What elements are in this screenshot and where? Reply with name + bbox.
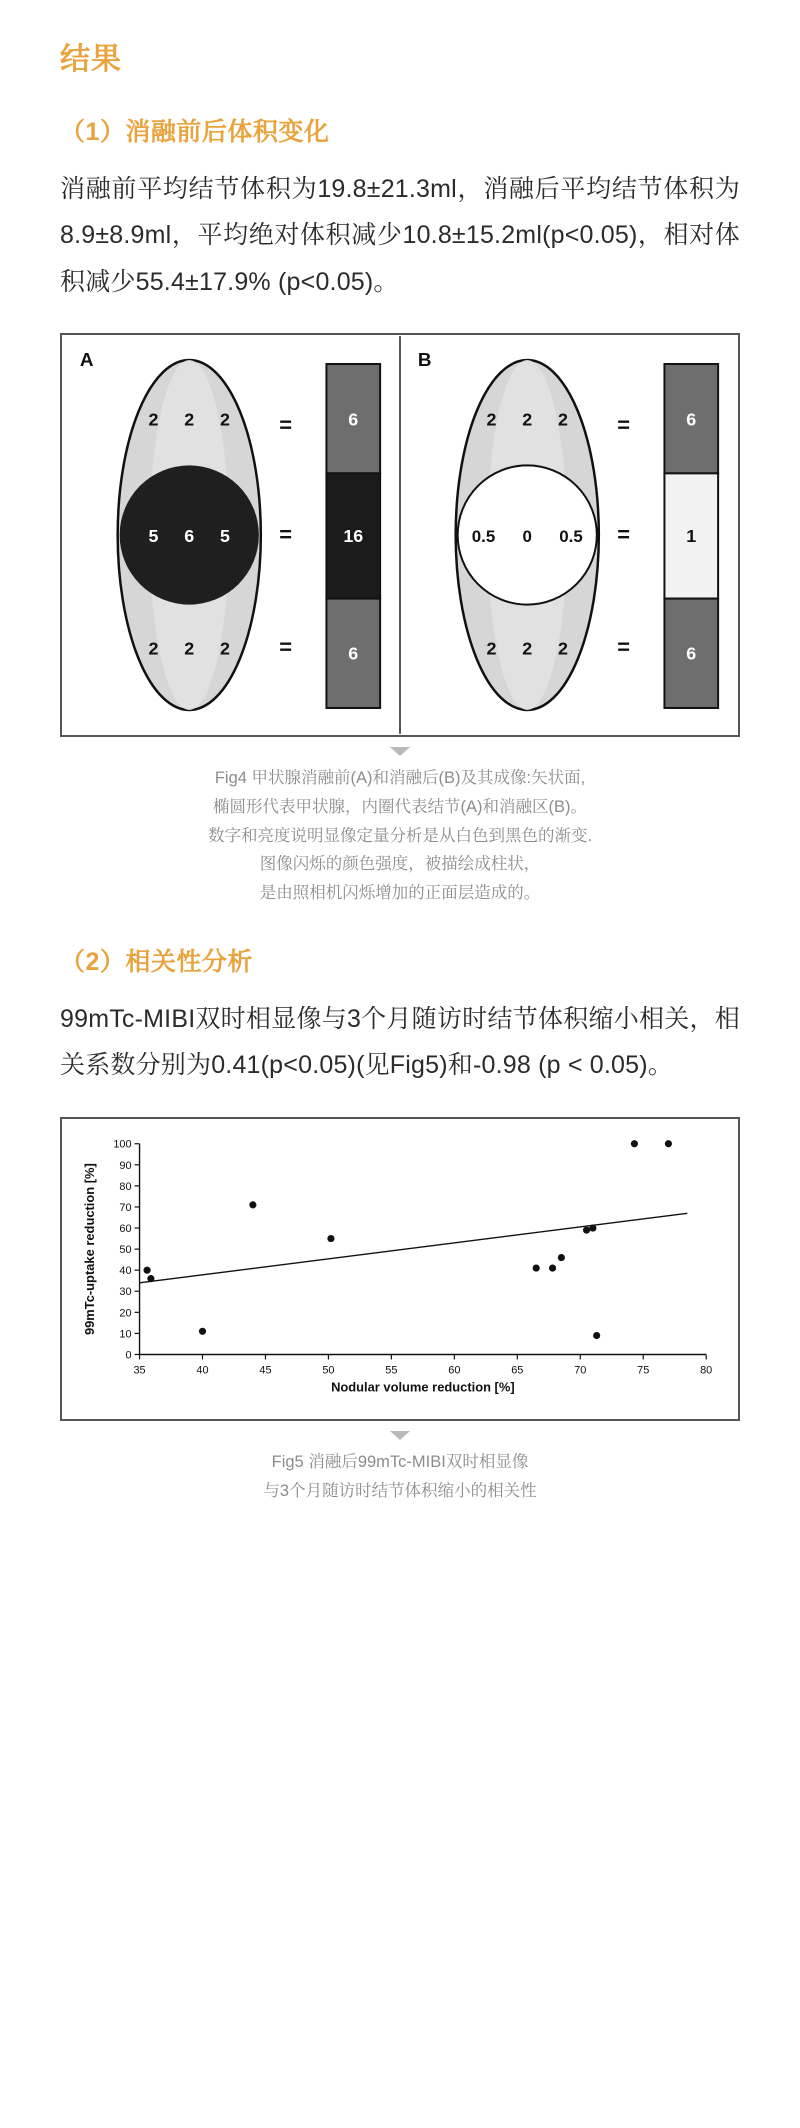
svg-text:=: = — [617, 521, 631, 547]
svg-text:6: 6 — [348, 643, 359, 664]
figure-5-caption-line: 与3个月随访时结节体积缩小的相关性 — [263, 1481, 537, 1500]
figure-5-frame — [60, 1117, 740, 1421]
svg-text:75: 75 — [637, 1364, 650, 1377]
svg-text:=: = — [279, 634, 293, 660]
figure-4-graphic — [62, 335, 738, 735]
svg-text:70: 70 — [574, 1364, 587, 1377]
svg-text:5: 5 — [148, 525, 159, 546]
svg-text:2: 2 — [220, 638, 231, 659]
panel-b-label: B — [417, 349, 432, 371]
svg-text:20: 20 — [119, 1306, 132, 1319]
svg-text:=: = — [617, 634, 631, 660]
svg-text:60: 60 — [448, 1364, 461, 1377]
svg-text:50: 50 — [322, 1364, 335, 1377]
svg-text:2: 2 — [148, 409, 159, 430]
svg-text:1: 1 — [686, 525, 697, 546]
svg-text:0: 0 — [125, 1349, 132, 1362]
svg-text:2: 2 — [148, 638, 159, 659]
svg-text:0.5: 0.5 — [559, 526, 583, 546]
svg-text:6: 6 — [686, 409, 697, 430]
svg-text:10: 10 — [119, 1328, 132, 1341]
svg-text:0: 0 — [522, 526, 532, 546]
panel-a-label: A — [79, 349, 94, 371]
section-heading-1: （1）消融前后体积变化 — [60, 118, 330, 146]
svg-text:80: 80 — [700, 1364, 713, 1377]
svg-text:2: 2 — [184, 638, 195, 659]
figure-4-caption-line: 数字和亮度说明显像定量分析是从白色到黑色的渐变. — [207, 826, 593, 845]
svg-text:2: 2 — [522, 409, 533, 430]
svg-text:99mTc-uptake reduction [%]: 99mTc-uptake reduction [%] — [81, 1162, 97, 1335]
figure-4-caption-line: 是由照相机闪烁增加的正面层造成的。 — [259, 884, 541, 903]
section-paragraph-2: 99mTc-MIBI双时相显像与3个月随访时结节体积缩小相关，相关系数分别为0.41(p<0.05)(见Fig5)和-0.98 (p < 0.05)。 — [60, 1005, 740, 1080]
figure-5-caption-arrow — [390, 1431, 410, 1440]
svg-text:50: 50 — [119, 1243, 132, 1256]
svg-text:2: 2 — [220, 409, 231, 430]
svg-text:=: = — [279, 412, 293, 438]
svg-text:16: 16 — [343, 525, 364, 546]
svg-text:Nodular volume reduction [%]: Nodular volume reduction [%] — [331, 1378, 515, 1394]
svg-text:65: 65 — [511, 1364, 524, 1377]
figure-4-caption-arrow — [390, 747, 410, 756]
figure-5-caption — [60, 1448, 740, 1506]
figure-4-caption-line: Fig4 甲状腺消融前(A)和消融后(B)及其成像:矢状面, — [214, 768, 586, 787]
figure-5-graphic — [62, 1119, 738, 1419]
svg-text:70: 70 — [119, 1201, 132, 1214]
figure-4-caption-line: 椭圆形代表甲状腺，内圈代表结节(A)和消融区(B)。 — [213, 797, 587, 816]
svg-text:2: 2 — [486, 638, 497, 659]
figure-4-caption-line: 图像闪烁的颜色强度，被描绘成柱状， — [259, 855, 541, 874]
svg-text:2: 2 — [558, 409, 569, 430]
svg-text:80: 80 — [119, 1180, 132, 1193]
svg-text:40: 40 — [119, 1264, 132, 1277]
section-paragraph-1: 消融前平均结节体积为19.8±21.3ml，消融后平均结节体积为8.9±8.9ml，平均绝对体积减少10.8±15.2ml(p<0.05)，相对体积减少55.4±17.9% (p<0.05)。 — [60, 175, 740, 296]
svg-text:2: 2 — [522, 638, 533, 659]
section-heading-2: （2）相关性分析 — [60, 948, 253, 977]
figure-4 — [60, 333, 740, 908]
svg-text:2: 2 — [184, 409, 195, 430]
svg-text:2: 2 — [486, 409, 497, 430]
page-title: 结果 — [60, 43, 122, 76]
svg-text:=: = — [279, 521, 293, 547]
svg-text:35: 35 — [133, 1364, 146, 1377]
svg-text:6: 6 — [184, 525, 195, 546]
svg-text:45: 45 — [259, 1364, 272, 1377]
figure-4-caption — [60, 764, 740, 908]
svg-text:6: 6 — [686, 643, 697, 664]
svg-text:100: 100 — [113, 1138, 132, 1151]
svg-text:60: 60 — [119, 1222, 132, 1235]
svg-text:6: 6 — [348, 409, 359, 430]
svg-text:40: 40 — [196, 1364, 209, 1377]
svg-text:2: 2 — [558, 638, 569, 659]
svg-text:30: 30 — [119, 1285, 132, 1298]
figure-4-frame — [60, 333, 740, 737]
figure-5-caption-line: Fig5 消融后99mTc-MIBI双时相显像 — [271, 1452, 529, 1471]
svg-text:5: 5 — [220, 525, 231, 546]
svg-text:55: 55 — [385, 1364, 398, 1377]
svg-text:90: 90 — [119, 1159, 132, 1172]
svg-text:=: = — [617, 412, 631, 438]
svg-text:0.5: 0.5 — [471, 526, 496, 546]
figure-5 — [60, 1117, 740, 1506]
